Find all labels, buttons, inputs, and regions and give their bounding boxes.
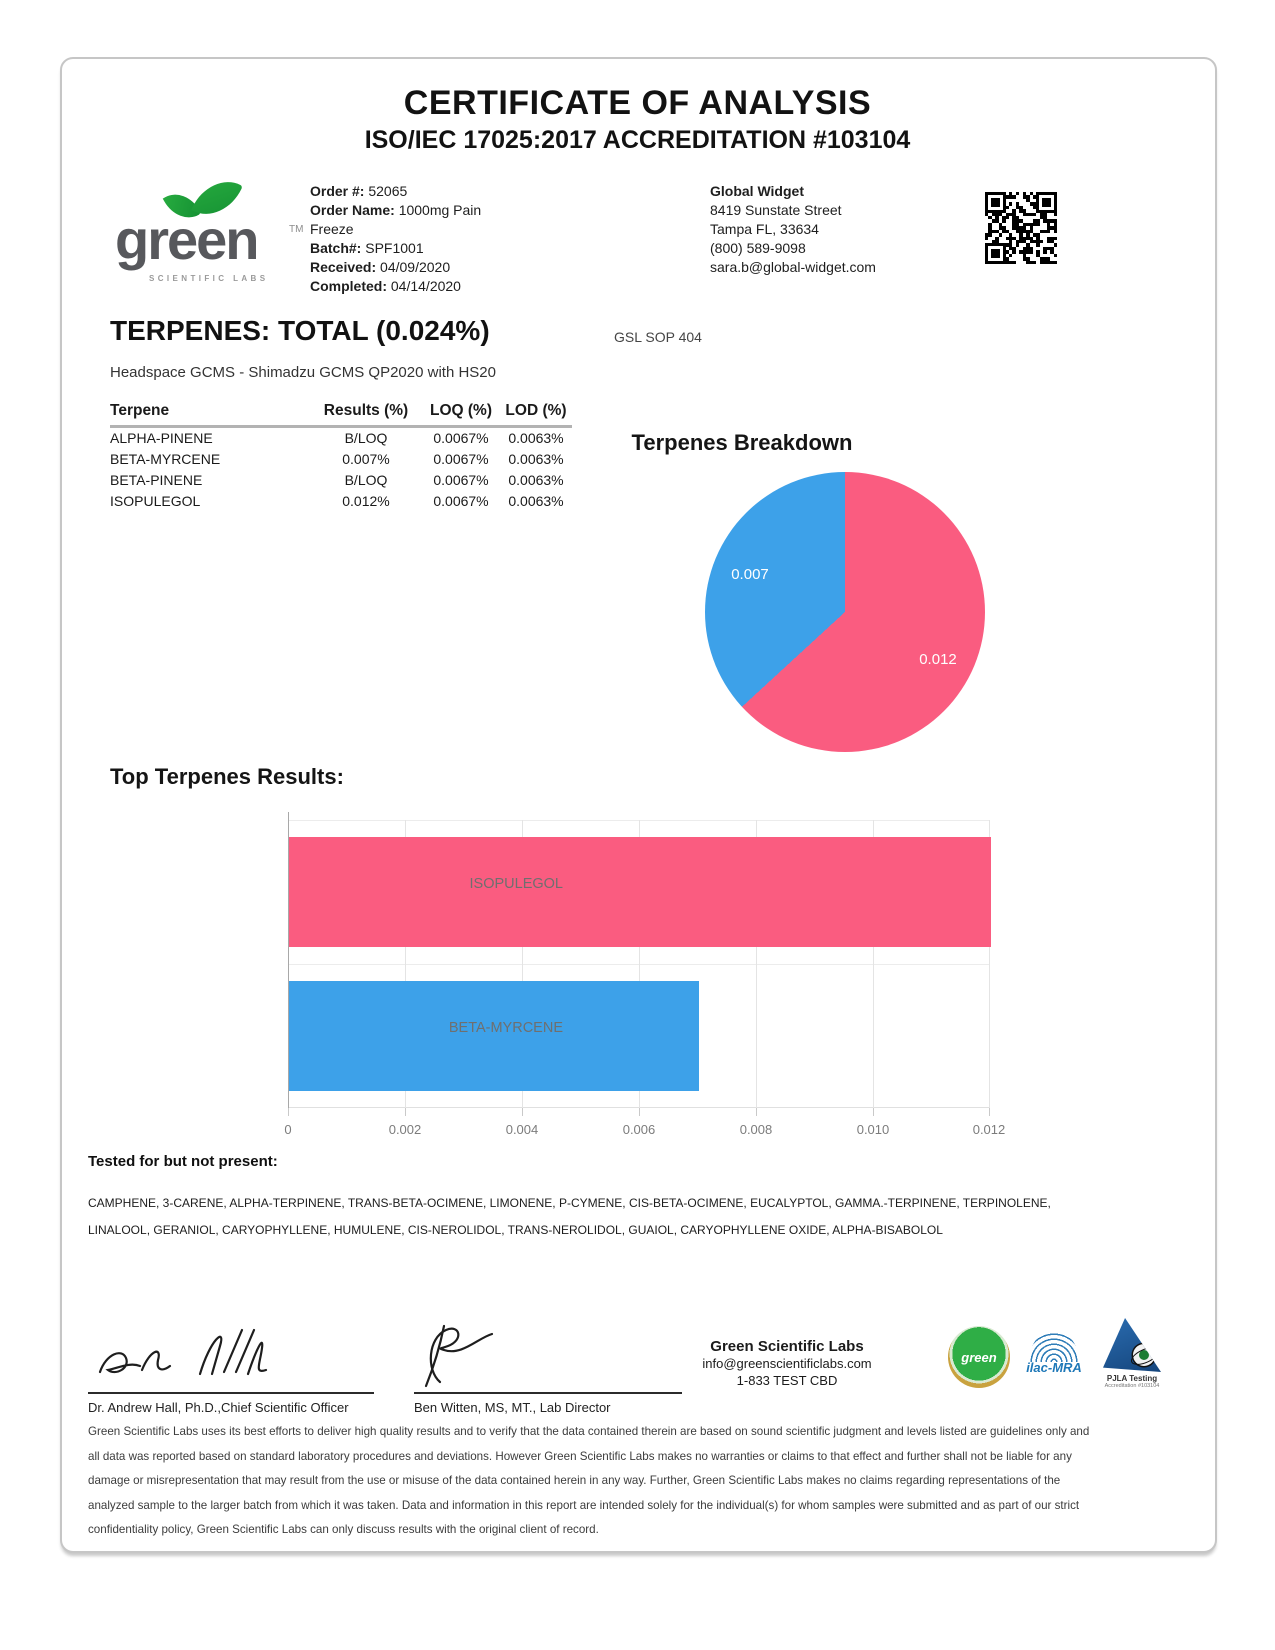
- pie-chart-title: Terpenes Breakdown: [631, 430, 853, 455]
- x-tick-label: 0.008: [739, 1122, 773, 1137]
- trademark-symbol: TM: [289, 224, 304, 235]
- sop-reference: GSL SOP 404: [614, 329, 702, 345]
- qr-finder-icon: [1036, 192, 1057, 213]
- column-header-lod: LOD (%): [500, 402, 572, 427]
- table-row: ISOPULEGOL 0.012% 0.0067% 0.0063%: [110, 493, 564, 509]
- seal-text: green: [961, 1349, 997, 1365]
- signatory-name: Dr. Andrew Hall, Ph.D.,Chief Scientific Officer: [88, 1400, 349, 1415]
- pjla-triangle-icon: [1103, 1318, 1161, 1372]
- table-row: BETA-MYRCENE 0.007% 0.0067% 0.0063%: [110, 451, 564, 467]
- lab-contact-block: [652, 1338, 922, 1389]
- signatory-name: Ben Witten, MS, MT., Lab Director: [414, 1400, 611, 1415]
- section-title: TERPENES: TOTAL (0.024%): [110, 315, 490, 346]
- axis-tick: [405, 1108, 406, 1116]
- category-label-isopulegol: ISOPULEGOL: [469, 876, 563, 892]
- x-tick-label: 0: [284, 1122, 292, 1137]
- method-description: Headspace GCMS - Shimadzu GCMS QP2020 with HS20: [110, 364, 496, 381]
- x-tick-label: 0.004: [505, 1122, 539, 1137]
- tested-not-present-list: CAMPHENE, 3-CARENE, ALPHA-TERPINENE, TRANS-BETA-OCIMENE, LIMONENE, P-CYMENE, CIS-BETA-OCIMENE, EUCALYPTOL, GAMMA.-TERPINENE, TERPINOLENE, LINALOOL, GERANIOL, CARYOPHYLLENE, HUMULENE, CIS-NEROLIDOL, TRANS-NEROLIDOL, GUAIOL, CARYOPHYLLENE OXIDE, ALPHA-BISABOLOL: [88, 1196, 1051, 1237]
- qr-finder-icon: [985, 243, 1006, 264]
- client-address-line1: 8419 Sunstate Street: [710, 202, 842, 218]
- logo-wordmark: green: [115, 208, 258, 271]
- bar-chart-plot-area: [288, 820, 990, 1108]
- bar: [289, 837, 991, 947]
- category-label-beta-myrcene: BETA-MYRCENE: [448, 1020, 563, 1036]
- ilac-label: ilac-MRA: [1026, 1360, 1082, 1375]
- column-header-results: Results (%): [310, 402, 422, 427]
- axis-tick: [522, 1108, 523, 1116]
- axis-tick: [288, 1108, 289, 1116]
- order-name: Order Name: 1000mg Pain Freeze: [310, 202, 482, 237]
- document-subtitle: ISO/IEC 17025:2017 ACCREDITATION #103104: [364, 126, 911, 154]
- pjla-logo: [1094, 1318, 1170, 1398]
- lab-company-name: Green Scientific Labs: [710, 1338, 864, 1355]
- pjla-subcaption: Accreditation #103104: [1104, 1383, 1160, 1389]
- signature-line: [88, 1392, 374, 1394]
- client-address-line2: Tampa FL, 33634: [710, 221, 819, 237]
- green-scientific-labs-logo: [113, 186, 313, 290]
- tested-not-present-heading: Tested for but not present:: [88, 1153, 278, 1170]
- axis-tick: [756, 1108, 757, 1116]
- document-title: CERTIFICATE OF ANALYSIS: [403, 84, 872, 122]
- table-row: BETA-PINENE B/LOQ 0.0067% 0.0063%: [110, 472, 564, 488]
- client-info: [710, 182, 940, 277]
- atom-icon: [1133, 1344, 1155, 1366]
- logo-tagline: SCIENTIFIC LABS: [149, 274, 269, 283]
- received-date: Received: 04/09/2020: [310, 259, 451, 275]
- pie-chart: [705, 472, 985, 752]
- client-phone: (800) 589-9098: [710, 240, 806, 256]
- pjla-caption: PJLA Testing: [1106, 1374, 1158, 1383]
- axis-tick: [873, 1108, 874, 1116]
- signature-line: [414, 1392, 682, 1394]
- table-row: ALPHA-PINENE B/LOQ 0.0067% 0.0063%: [110, 430, 564, 446]
- client-email: sara.b@global-widget.com: [710, 259, 876, 275]
- qr-finder-icon: [985, 192, 1006, 213]
- x-tick-label: 0.006: [622, 1122, 656, 1137]
- x-tick-label: 0.010: [856, 1122, 890, 1137]
- order-number: Order #: 52065: [310, 183, 408, 199]
- pie-slice-label-isopulegol: 0.012: [919, 651, 957, 668]
- bar-chart-title: Top Terpenes Results:: [110, 764, 344, 789]
- green-seal-logo: [948, 1326, 1010, 1388]
- pie-slice-label-beta-myrcene: 0.007: [731, 566, 769, 583]
- signature-image: [400, 1318, 570, 1390]
- bar: [289, 981, 699, 1091]
- lab-phone: 1-833 TEST CBD: [736, 1373, 838, 1388]
- batch-number: Batch#: SPF1001: [310, 240, 424, 256]
- x-tick-label: 0.002: [388, 1122, 422, 1137]
- ilac-arcs-icon: [1029, 1330, 1079, 1362]
- column-header-terpene: Terpene: [110, 402, 310, 427]
- client-name: Global Widget: [710, 183, 804, 199]
- x-tick-label: 0.012: [972, 1122, 1006, 1137]
- disclaimer-text: Green Scientific Labs uses its best efforts to deliver high quality results and to verify that the data contained therein are based on sound scientific judgment and levels listed are guidelines only and all data was reported based on standard laboratory procedures and deviations. However Green Scientific Labs makes no warranties or claims to that effect and further shall not be liable for any damage or misrepresentation that may result from the use or misuse of the data contained herein in any way. Further, Green Scientific Labs makes no claims regarding representations of the analyzed sample to the larger batch from which it was taken. Data and information in this report are intended solely for the individual(s) for whom samples were submitted and as part of our strict confidentiality policy, Green Scientific Labs can only discuss results with the original client of record.: [88, 1425, 1090, 1536]
- axis-tick: [639, 1108, 640, 1116]
- ilac-mra-logo: [1022, 1330, 1086, 1390]
- axis-tick: [989, 1108, 990, 1116]
- qr-code: [985, 192, 1057, 264]
- signature-image: [90, 1322, 350, 1390]
- order-info: [310, 182, 488, 296]
- lab-email: info@greenscientificlabs.com: [702, 1356, 872, 1371]
- qr-module: [1054, 261, 1057, 264]
- terpene-results-table: [110, 402, 572, 512]
- column-header-loq: LOQ (%): [422, 402, 500, 427]
- table-header-row: [110, 402, 572, 427]
- completed-date: Completed: 04/14/2020: [310, 278, 461, 294]
